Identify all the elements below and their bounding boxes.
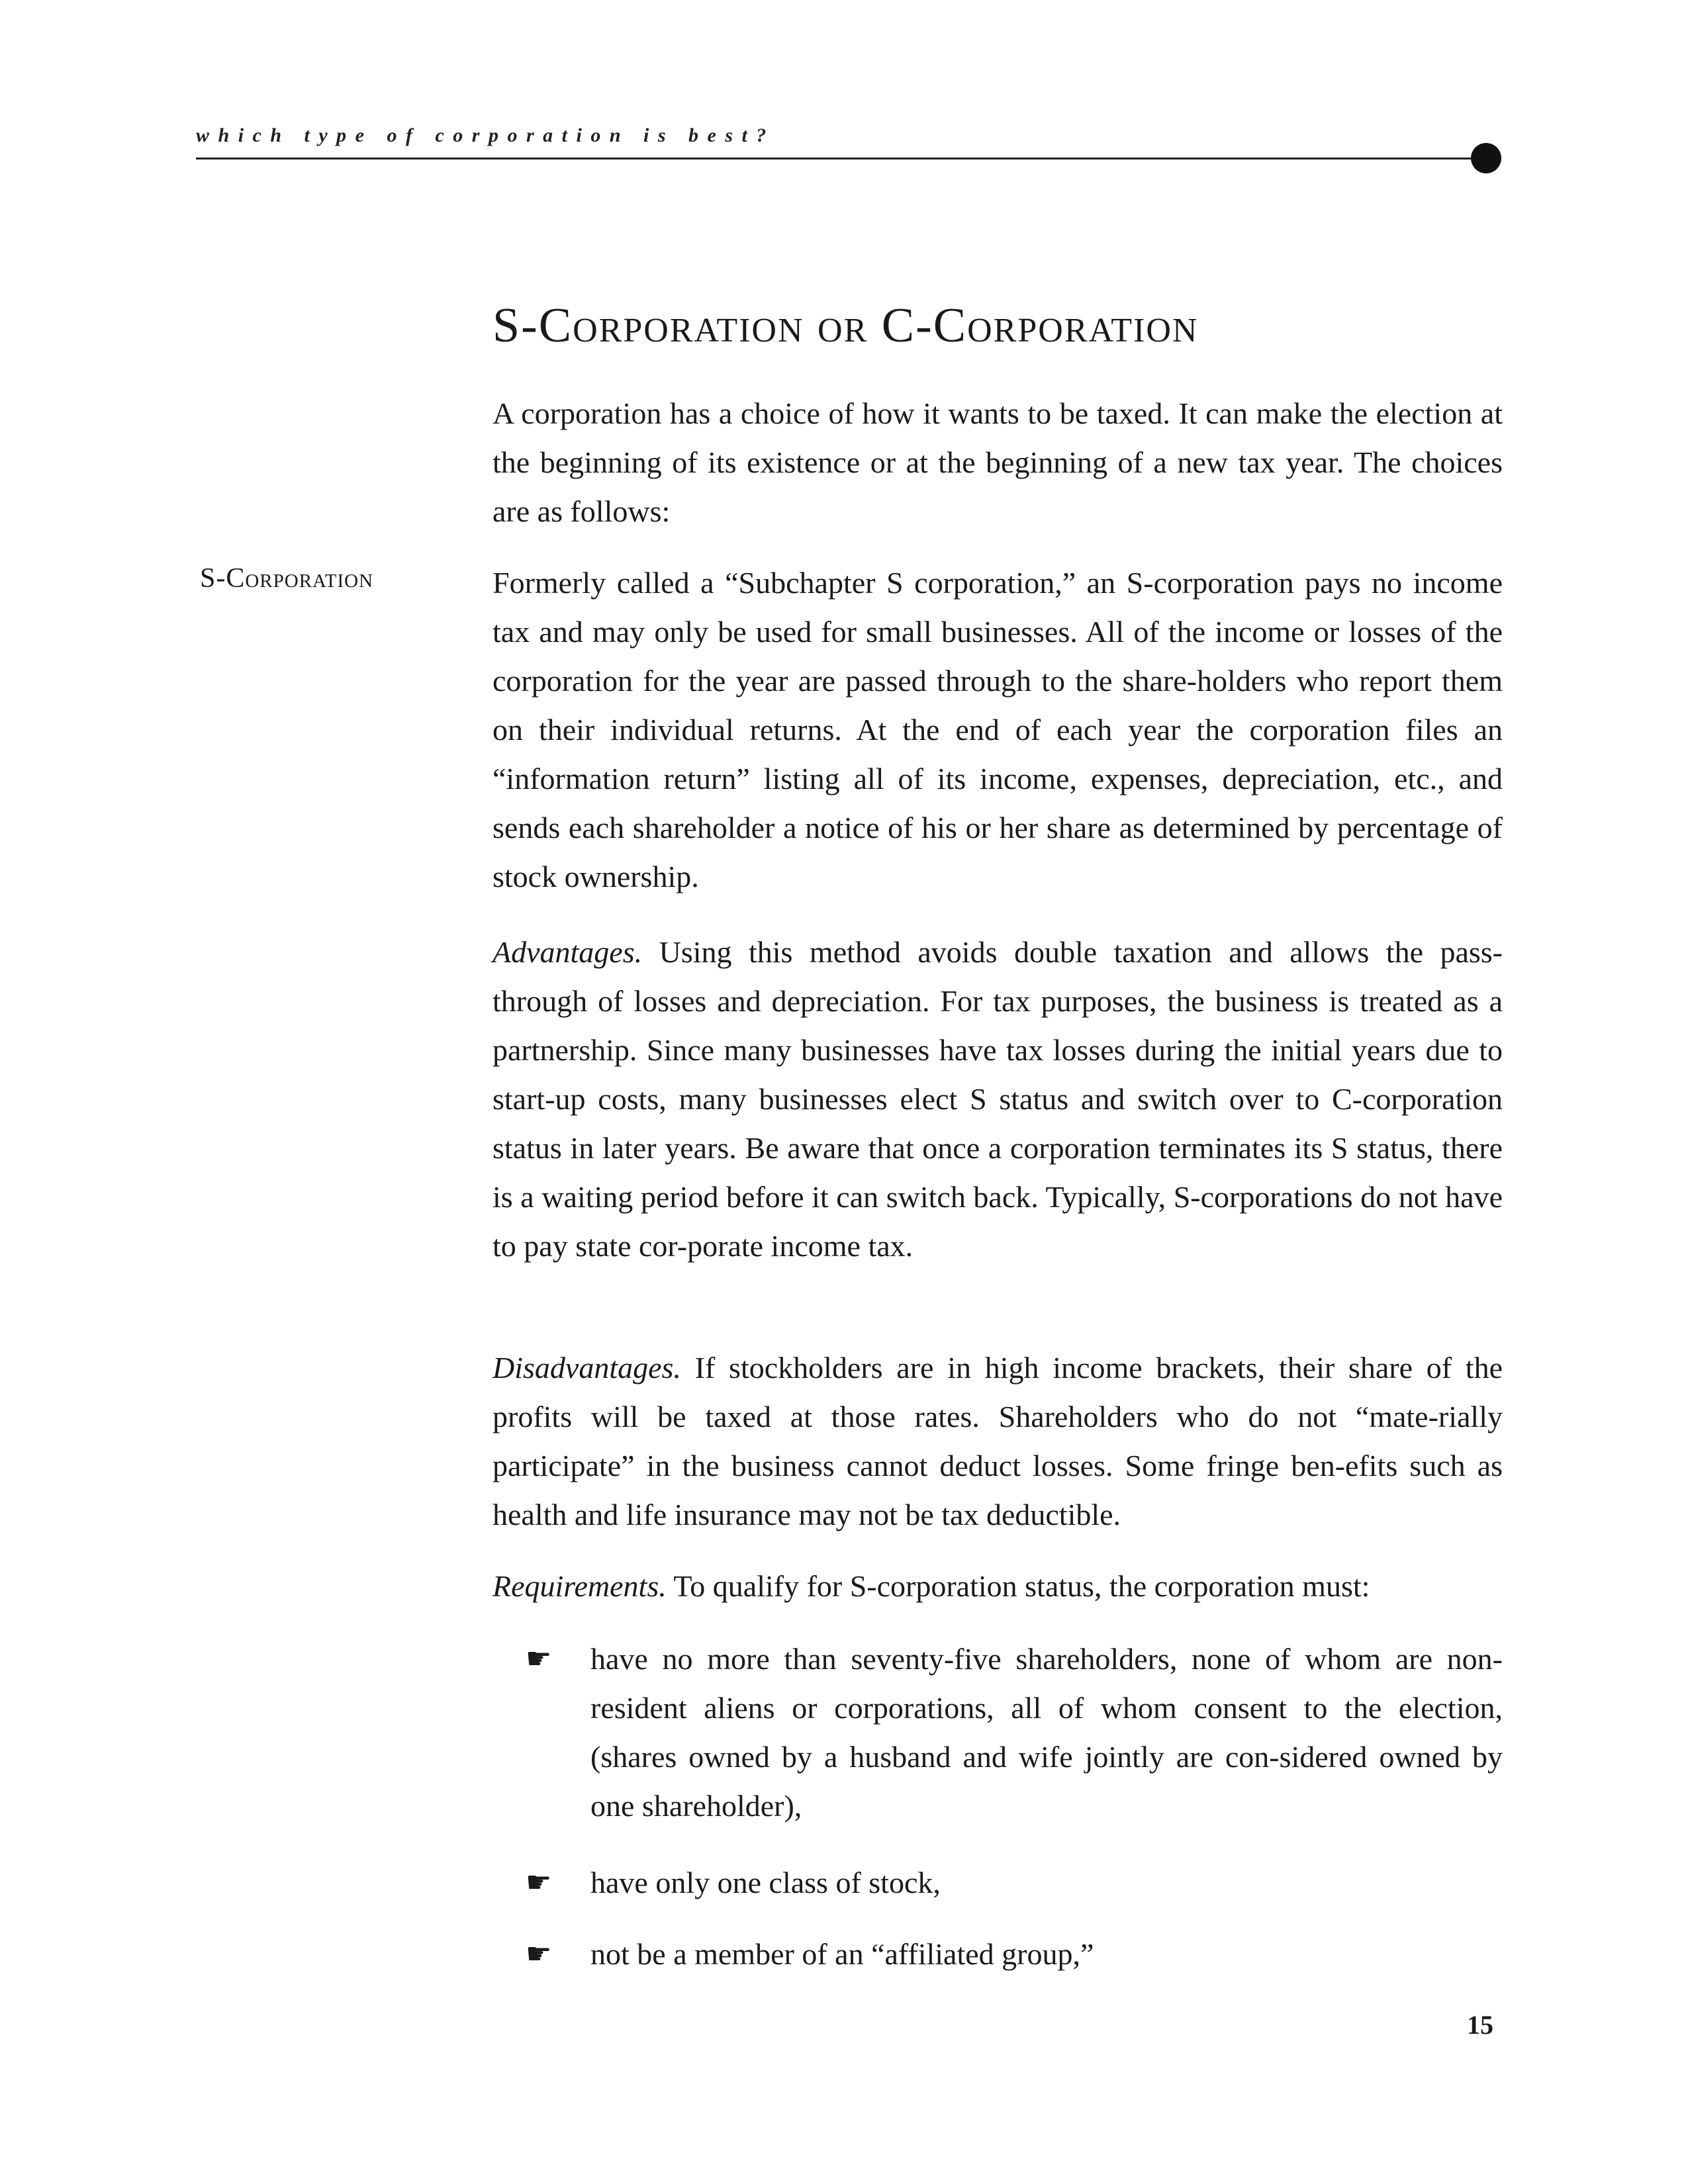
running-head: which type of corporation is best?: [196, 124, 775, 146]
requirements-list-item: [492, 1635, 1503, 1831]
list-item: [492, 1635, 1503, 1831]
pointing-hand-icon: ☛: [526, 1937, 552, 1971]
list-item-text: not be a member of an “affiliated group,”: [590, 1937, 1094, 1971]
header-rule: [196, 158, 1483, 159]
pointing-hand-icon: ☛: [526, 1866, 552, 1899]
requirements-list-item: [492, 1858, 1503, 1907]
s-corporation-definition-text: Formerly called a “Subchapter S corporation,” an S-corporation pays no income tax and may only be used for small businesses. All of the income or losses of the corporation for the year are passed through to the share-holders who report them on their individual returns. At the end of each year the corporation files an “information return” listing all of its income, expenses, depreciation, etc., and sends each shareholder a notice of his or her share as determined by percentage of stock ownership.: [492, 566, 1503, 893]
requirements-paragraph: [492, 1562, 1503, 1611]
disadvantages-lead: Disadvantages.: [492, 1351, 681, 1385]
page-number: 15: [1467, 2010, 1493, 2040]
section-title: S-Corporation or C-Corporation: [492, 298, 1199, 353]
requirements-text: To qualify for S-corporation status, the corporation must:: [666, 1569, 1370, 1603]
advantages-text: Using this method avoids double taxation and allows the pass-through of losses and depreciation. For tax purposes, the business is treated as a partnership. Since many businesses have tax losses during the initial years due to start-up costs, many businesses elect S status and switch over to C-corporation status in later years. Be aware that once a corporation terminates its S status, there is a waiting period before it can switch back. Typically, S-corporations do not have to pay state cor-porate income tax.: [492, 935, 1503, 1263]
requirements-lead: Requirements.: [492, 1569, 667, 1603]
disadvantages-paragraph: [492, 1343, 1503, 1539]
intro-text: A corporation has a choice of how it wants to be taxed. It can make the election at the beginning of its existence or at the beginning of a new tax year. The choices are as follows:: [492, 396, 1503, 528]
disadvantages-text: If stockholders are in high income brackets, their share of the profits will be taxed at those rates. Shareholders who do not “mate-rially participate” in the business cannot deduct losses. Some fringe ben-efits such as health and life insurance may not be tax deductible.: [492, 1351, 1503, 1531]
pointing-hand-icon: ☛: [526, 1642, 552, 1676]
requirements-list-item: [492, 1930, 1503, 1979]
s-corporation-definition: [492, 559, 1503, 901]
list-item-text: have no more than seventy-five shareholders, none of whom are non-resident aliens or corporations, all of whom consent to the election, (shares owned by a husband and wife jointly are con-sidered owned by one shareholder),: [590, 1642, 1503, 1823]
advantages-paragraph: [492, 928, 1503, 1271]
list-item-text: have only one class of stock,: [590, 1866, 941, 1899]
list-item: [492, 1858, 1503, 1907]
header-dot: [1471, 143, 1501, 173]
intro-paragraph: [492, 389, 1503, 536]
list-item: [492, 1930, 1503, 1979]
advantages-lead: Advantages.: [492, 935, 643, 969]
margin-label-s-corporation: S-Corporation: [200, 563, 374, 594]
